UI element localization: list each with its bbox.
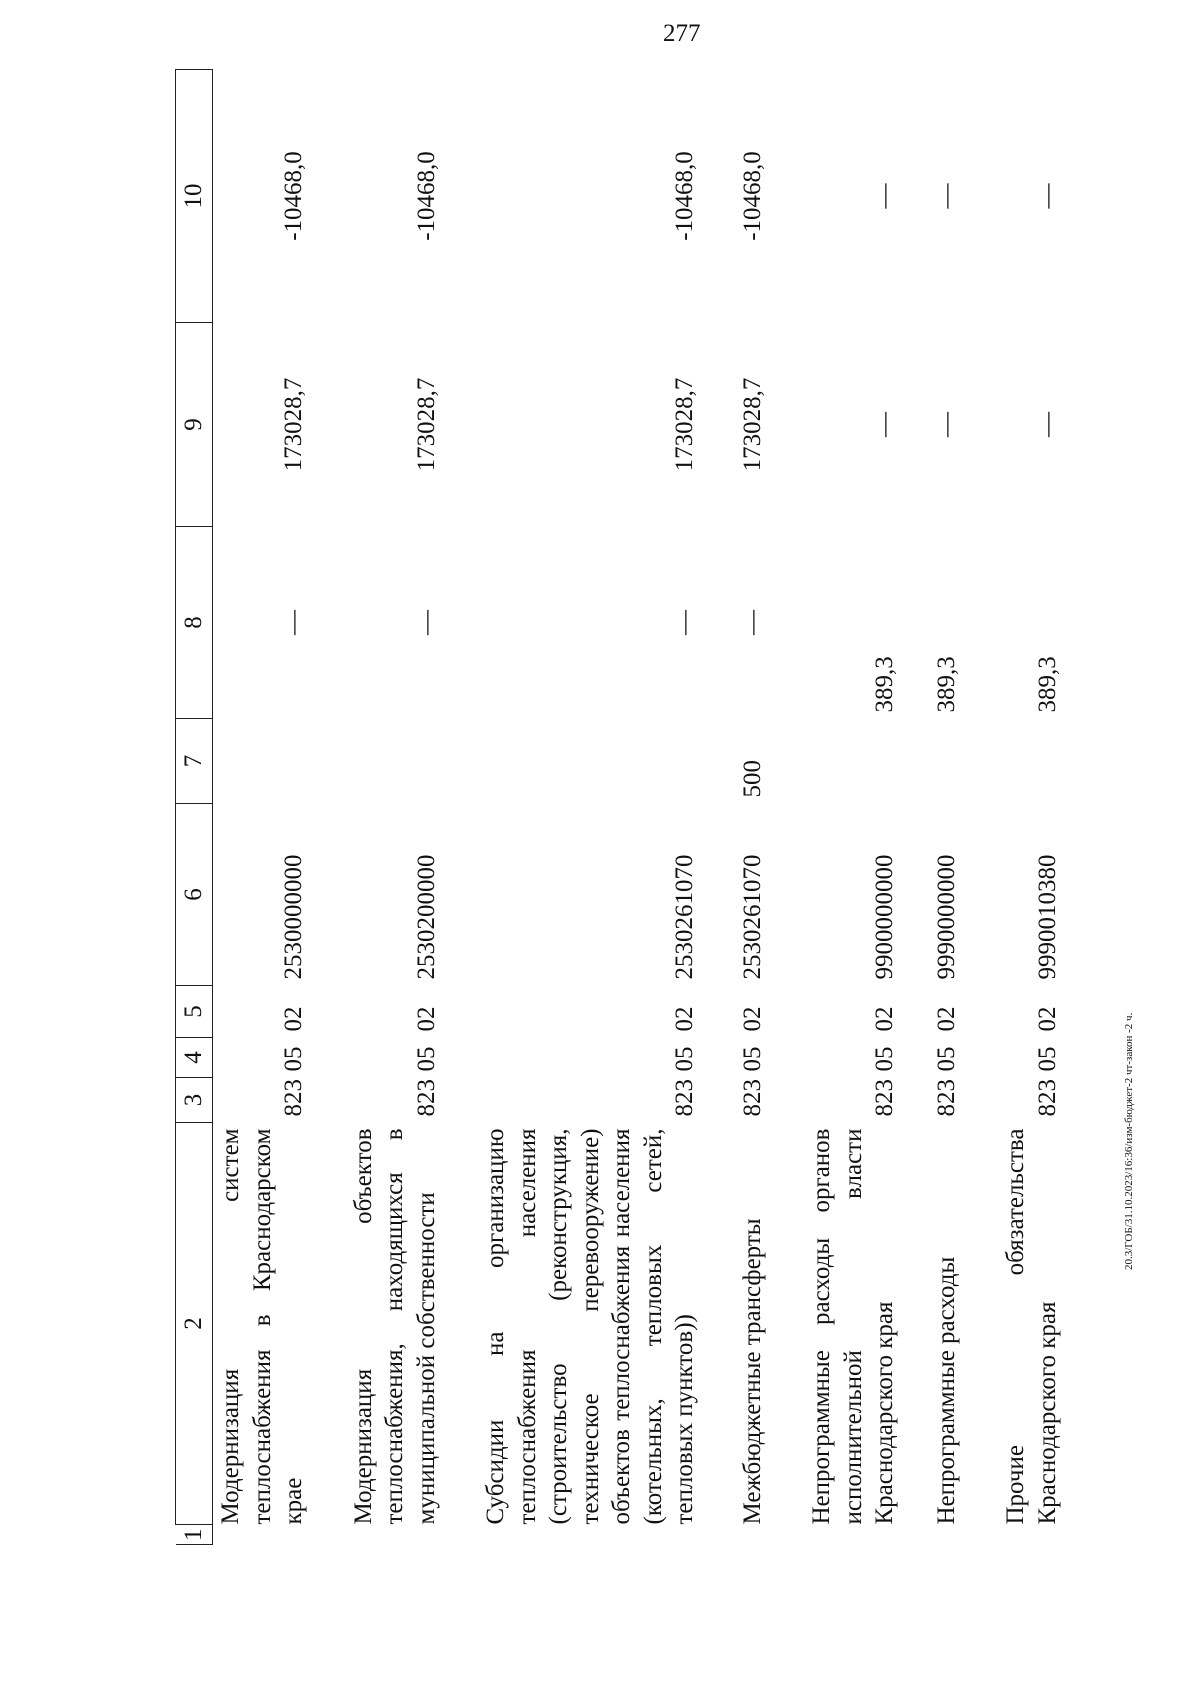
- cell-section: 05: [871, 1046, 898, 1072]
- cell-col10: —: [871, 183, 898, 209]
- table-row: [442, 70, 701, 1545]
- cell-subsection: 02: [738, 1006, 766, 1032]
- cell-col8: 389,3: [1033, 656, 1061, 713]
- cell-type: [310, 719, 443, 804]
- cell-col10: —: [932, 183, 960, 209]
- cell-col8: —: [671, 610, 698, 635]
- cell-type: [442, 719, 701, 804]
- cell-section: 05: [932, 1046, 960, 1072]
- column-header: 3: [176, 1078, 213, 1123]
- cell-subsection: 02: [671, 1006, 698, 1032]
- cell-type: [768, 719, 901, 804]
- row-name: Непрограммные расходы органов исполнительной власти Краснодарского края: [808, 1128, 898, 1525]
- row-name: Модернизация объектов теплоснабжения, находящихся в муниципальной собственности: [349, 1128, 440, 1525]
- cell-code: 823: [280, 1079, 307, 1117]
- page-number: 277: [663, 20, 701, 47]
- cell-subsection: 02: [280, 1006, 307, 1032]
- cell-type: [962, 719, 1063, 804]
- column-header: 9: [176, 323, 213, 527]
- cell-col10: -10468,0: [412, 151, 440, 241]
- row-name: Субсидии на организацию теплоснабжения населения (строительство (реконструкция, техническое перевооружение) объектов теплоснабжения населения (котельных, тепловых сетей, тепловых пунктов)): [482, 1128, 698, 1525]
- table-row: [768, 70, 901, 1545]
- cell-type: [213, 719, 310, 804]
- column-header: 1: [176, 1525, 213, 1545]
- row-name: Межбюджетные трансферты: [738, 1218, 766, 1525]
- column-header: 6: [176, 804, 213, 986]
- cell-code: 823: [932, 1079, 960, 1117]
- column-header: 8: [176, 527, 213, 719]
- cell-target: 9990010380: [1033, 854, 1061, 980]
- cell-col8: —: [412, 610, 440, 635]
- cell-code: 823: [738, 1079, 766, 1117]
- cell-col10: -10468,0: [671, 151, 698, 241]
- cell-target: 2530261070: [738, 854, 766, 980]
- column-header: 2: [176, 1123, 213, 1525]
- cell-col8: —: [280, 610, 307, 635]
- cell-col8: 389,3: [932, 656, 960, 713]
- cell-section: 05: [280, 1046, 307, 1072]
- table-row: [310, 70, 443, 1545]
- cell-target: 2530000000: [280, 854, 307, 980]
- row-name: Прочие обязательства Краснодарского края: [1002, 1128, 1061, 1525]
- column-header: 10: [176, 70, 213, 323]
- cell-subsection: 02: [871, 1006, 898, 1032]
- cell-code: 823: [412, 1079, 440, 1117]
- cell-code: 823: [1033, 1079, 1061, 1117]
- cell-col9: —: [1033, 412, 1061, 437]
- cell-code: 823: [671, 1079, 698, 1117]
- cell-col10: —: [1033, 183, 1061, 209]
- row-name: Непрограммные расходы: [932, 1256, 960, 1525]
- cell-col9: 173028,7: [280, 377, 307, 472]
- table-row: [962, 70, 1063, 1545]
- cell-target: 2530200000: [412, 854, 440, 980]
- cell-col9: 173028,7: [738, 377, 766, 472]
- table-row: [901, 70, 963, 1545]
- header-row: [176, 70, 213, 1545]
- cell-target: 9990000000: [932, 854, 960, 980]
- cell-section: 05: [1033, 1046, 1061, 1072]
- cell-section: 05: [412, 1046, 440, 1072]
- cell-col8: —: [738, 610, 766, 635]
- cell-subsection: 02: [1033, 1006, 1061, 1032]
- footer-document-id: 20.3/ГОБ/31.10.2023/16:36/изм-бюджет-2 чт-закон -2 ч.: [1123, 1012, 1135, 1270]
- cell-subsection: 02: [932, 1006, 960, 1032]
- cell-col9: —: [871, 412, 898, 437]
- table-row: [213, 70, 310, 1545]
- column-header: 5: [176, 986, 213, 1038]
- cell-col10: -10468,0: [738, 151, 766, 241]
- cell-col8: 389,3: [871, 656, 898, 713]
- cell-target: 2530261070: [671, 854, 698, 980]
- column-header: 4: [176, 1038, 213, 1078]
- cell-target: 9900000000: [871, 854, 898, 980]
- cell-col9: —: [932, 412, 960, 437]
- cell-type: [901, 719, 963, 804]
- cell-subsection: 02: [412, 1006, 440, 1032]
- cell-code: 823: [871, 1079, 898, 1117]
- rotated-sheet: [175, 70, 1095, 1545]
- cell-type: 500: [738, 760, 766, 798]
- cell-col9: 173028,7: [412, 377, 440, 472]
- column-header: 7: [176, 719, 213, 804]
- row-name: Модернизация систем теплоснабжения в Краснодарском крае: [217, 1128, 307, 1525]
- cell-col9: 173028,7: [671, 377, 698, 472]
- cell-section: 05: [738, 1046, 766, 1072]
- cell-section: 05: [671, 1046, 698, 1072]
- budget-table: [175, 69, 1063, 1545]
- cell-col10: -10468,0: [280, 151, 307, 241]
- table-row: [701, 70, 769, 1545]
